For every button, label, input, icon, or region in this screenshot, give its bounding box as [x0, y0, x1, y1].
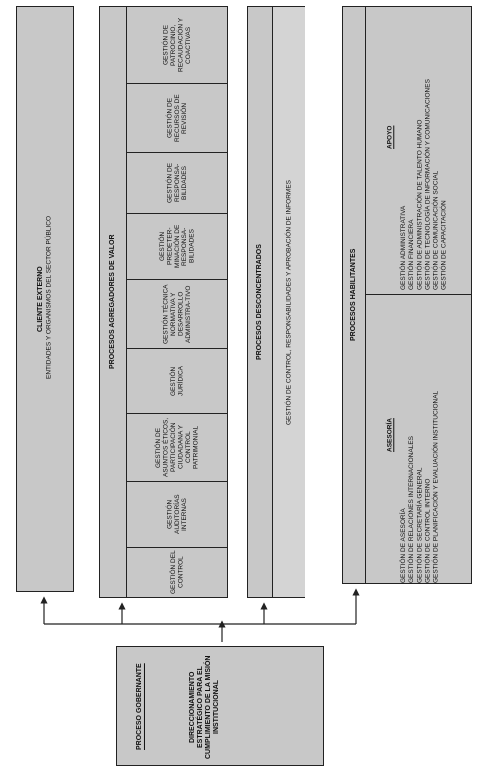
cliente-externo-title: CLIENTE EXTERNO [37, 266, 45, 332]
procesos-desconcentrados-title: PROCESOS DESCONCENTRADOS [255, 244, 263, 360]
list-item: GESTIÓN DE ASESORÍA [400, 508, 407, 583]
cell-label: GESTIÓN AUDITORÍAS INTERNAS [166, 494, 189, 535]
desconcentrados-subtitle: GESTIÓN DE CONTROL, RESPONSABILIDADES Y APROBACIÓN DE INFORMES [285, 179, 293, 425]
list-item: GESTIÓN DE RELACIONES INTERNACIONALES [408, 435, 416, 583]
list-item: GESTIÓN FINANCIERA [408, 219, 416, 290]
apoyo-title: APOYO [386, 125, 394, 149]
procesos-agregadores-title: PROCESOS AGREGADORES DE VALOR [108, 234, 116, 370]
proceso-gobernante-box [116, 646, 324, 766]
cliente-externo-subtitle: ENTIDADES Y ORGANISMOS DEL SECTOR PÚBLICO [45, 215, 53, 380]
asesoria-title: ASESORÍA [386, 418, 394, 452]
cell-label: GESTIÓN PREDETER-MINACIÓN DE RESPONSA-BILIDADES [158, 224, 196, 269]
list-item: GESTIÓN DE CONTROL INTERNO [424, 478, 432, 583]
list-item: GESTIÓN DE SECRETARÍA GENERAL [416, 467, 424, 583]
cell-label: GESTIÓN DE RESPONSA-BILIDADES [166, 162, 189, 204]
cell-label: GESTIÓN DE PATROCINIO, RECAUDACIÓN Y COACTIVAS [162, 17, 192, 73]
procesos-habilitantes-title: PROCESOS HABILITANTES [349, 248, 357, 342]
cell-label: GESTIÓN DE RECURSOS DE REVISIÓN [166, 94, 189, 142]
list-item: GESTIÓN DE ADMINISTRACIÓN DE TALENTO HUMANO [416, 119, 424, 290]
list-item: GESTIÓN DE TECNOLOGÍA DE INFORMACIÓN Y COMUNICACIONES [424, 79, 432, 290]
proceso-gobernante-title: PROCESO GOBERNANTE [135, 663, 143, 751]
cell-label: GESTIÓN DE ASUNTOS ÉTICOS, PARTICIPACIÓN CIUDADANA Y CONTROL PATRIMONIAL [155, 417, 200, 478]
list-item: GESTIÓN ADMINISTRATIVA [400, 205, 407, 290]
list-item: GESTIÓN DE PLANIFICACIÓN Y EVALUACIÓN INSTITUCIONAL [432, 390, 440, 583]
proceso-gobernante-body: DIRECCIONAMIENTO ESTRATÉGICO PARA EL CUMPLIMIENTO DE LA MISIÓN INSTITUCIONAL [188, 655, 221, 759]
cell-label: GESTIÓN TÉCNICA NORMATIVA Y DESARROLLO ADMINISTRA-TIVO [162, 284, 192, 344]
list-item: GESTIÓN DE CAPACITACIÓN [440, 200, 448, 290]
cell-label: GESTIÓN DEL CONTROL [170, 550, 185, 595]
list-item: GESTIÓN DE COMUNICACIÓN SOCIAL [432, 170, 440, 290]
cell-label: GESTIÓN JURÍDICA [170, 366, 185, 396]
